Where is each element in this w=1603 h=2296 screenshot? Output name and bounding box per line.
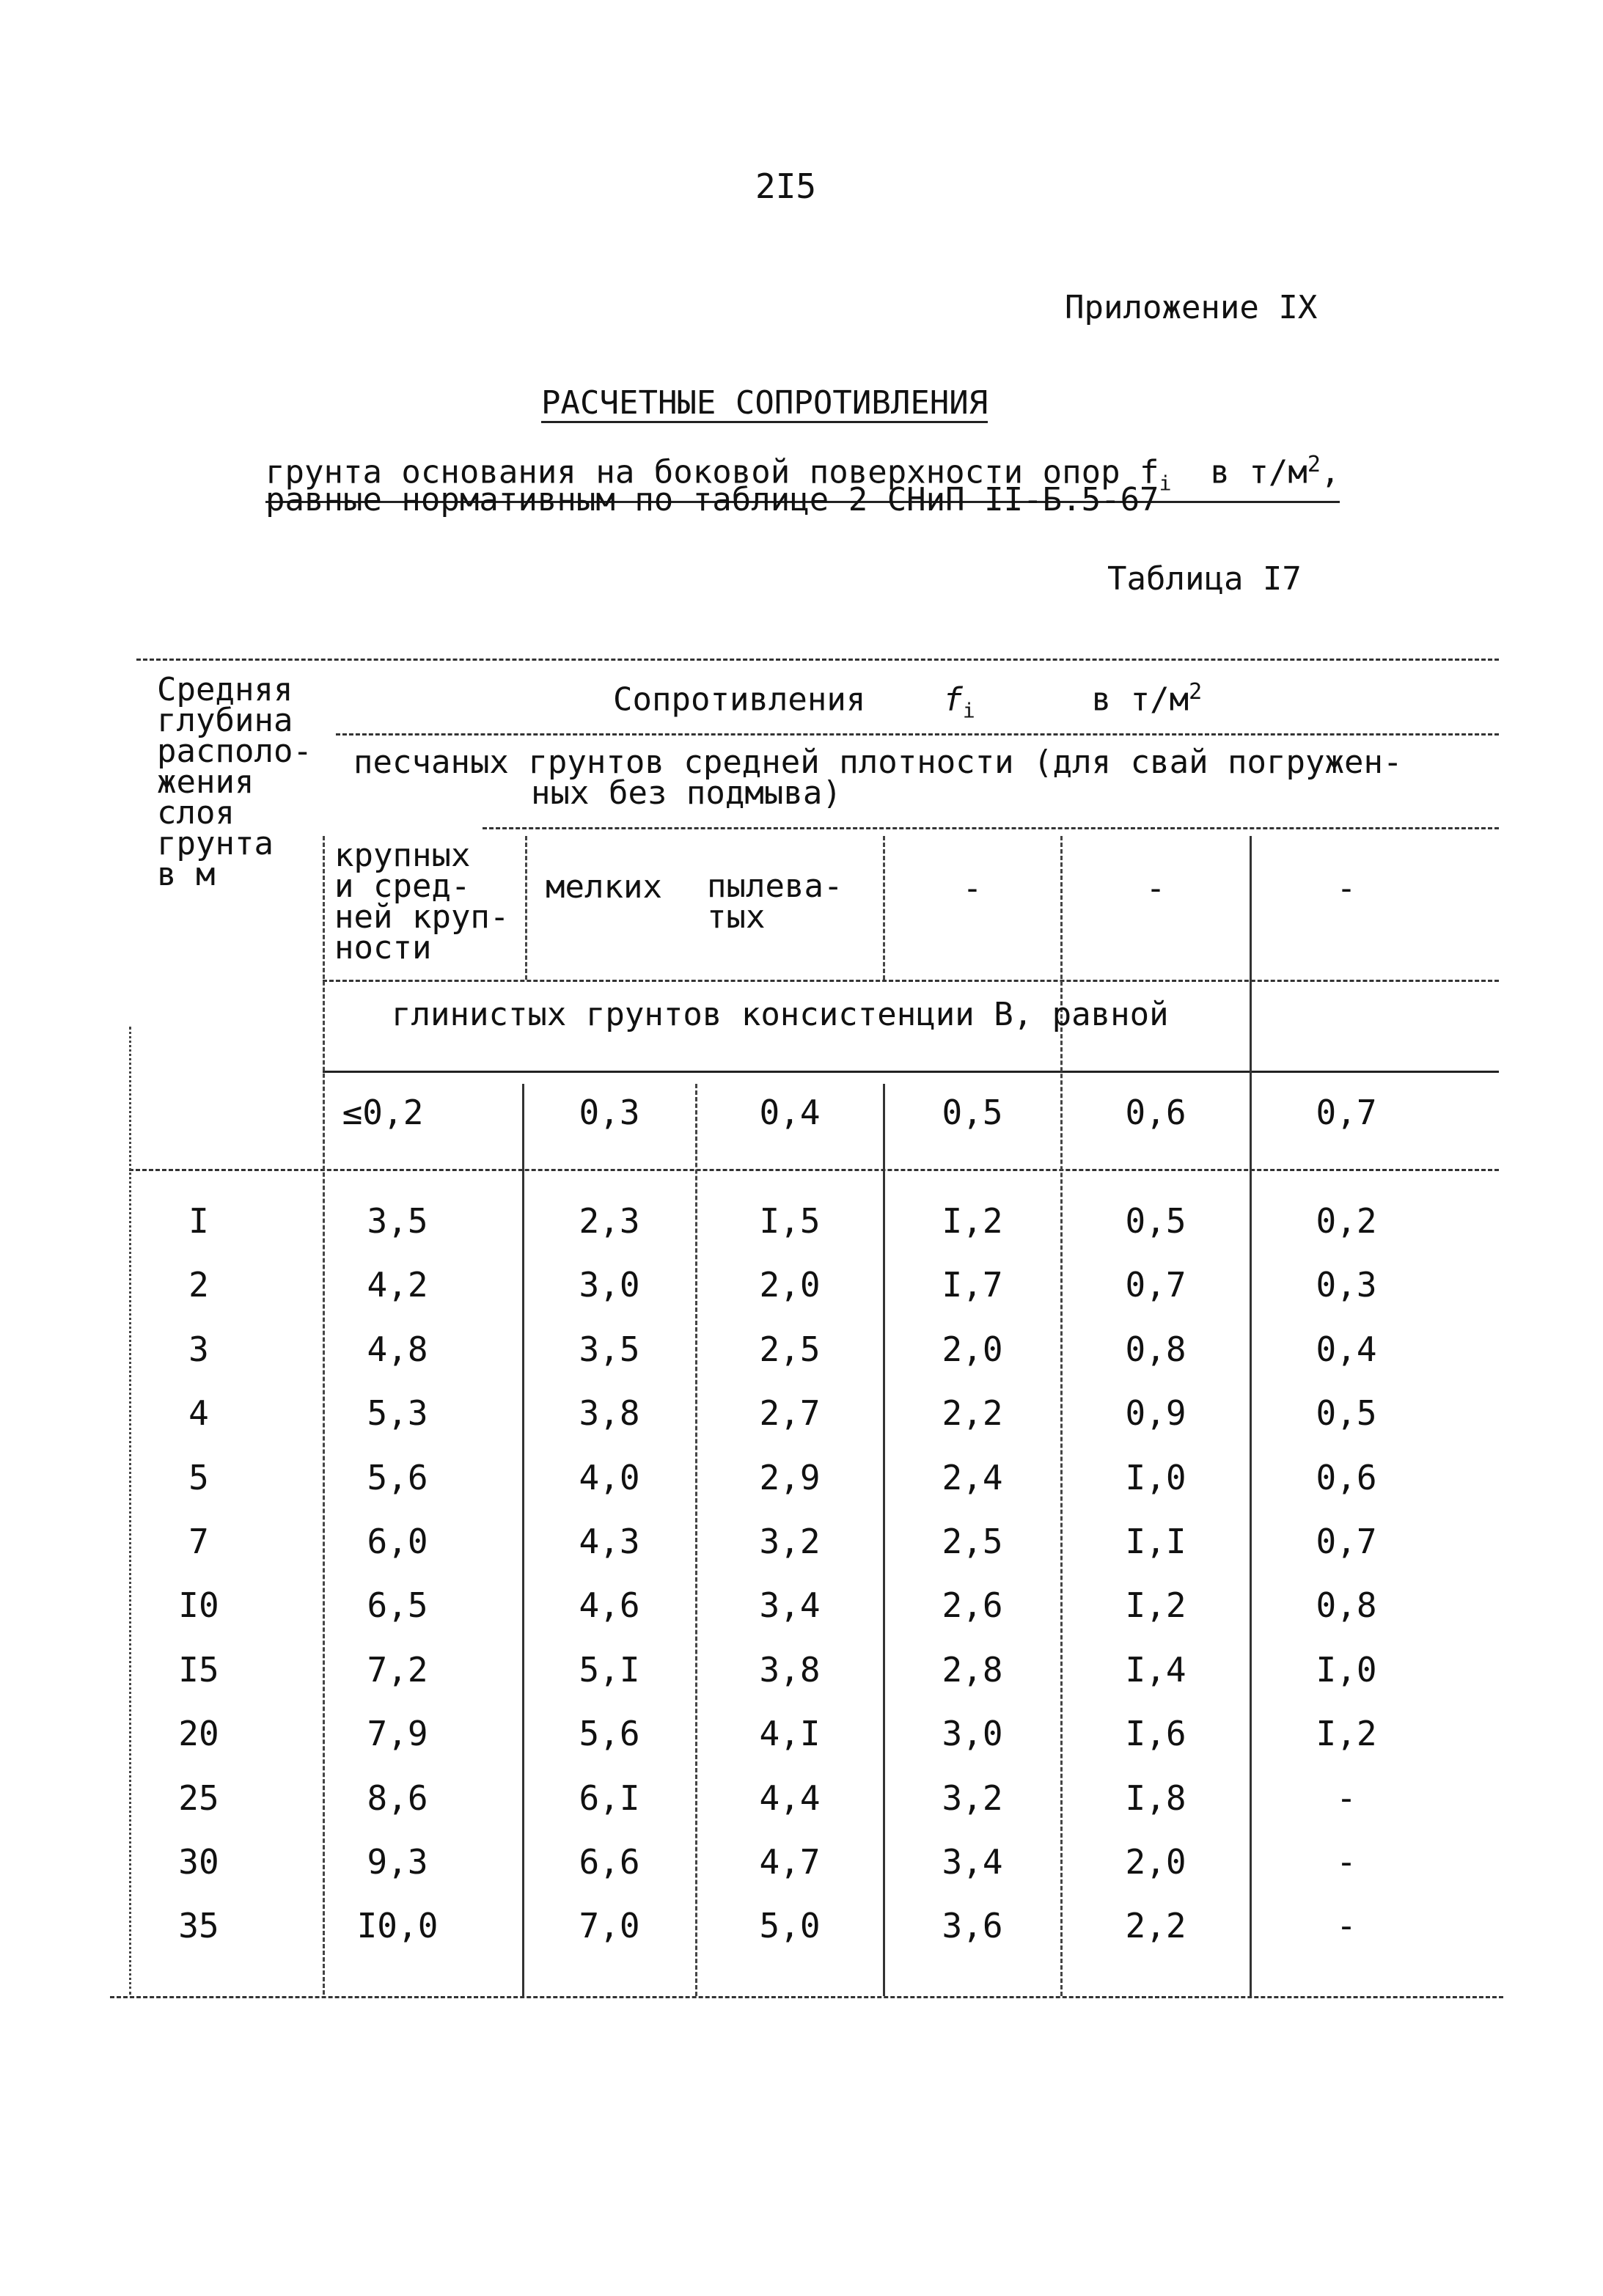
value-cell: I,0 xyxy=(1125,1458,1186,1497)
value-cell: 9,3 xyxy=(367,1842,428,1882)
document-title: РАСЧЕТНЫЕ СОПРОТИВЛЕНИЯ xyxy=(541,384,988,422)
sand-coarse-header xyxy=(334,837,510,967)
sand-dusty-line: пылева- xyxy=(707,868,843,905)
value-cell: 3,2 xyxy=(942,1778,1003,1818)
col-divider-left xyxy=(129,1027,131,1995)
sandy-header-line-2: ных без подмыва) xyxy=(531,774,842,812)
appendix-label: Приложение IX xyxy=(1065,289,1318,326)
value-cell: 3,6 xyxy=(942,1906,1003,1945)
depth-header-line: грунта xyxy=(157,825,274,862)
consistency-value: 0,7 xyxy=(1316,1093,1377,1132)
value-cell: I,2 xyxy=(942,1201,1003,1241)
value-cell: - xyxy=(1336,1778,1357,1818)
value-cell: - xyxy=(1336,1842,1357,1882)
rule-under-sandy xyxy=(483,827,1499,829)
value-cell: 2,2 xyxy=(1125,1906,1186,1945)
value-cell: 4,6 xyxy=(579,1585,640,1625)
col-divider-3-top xyxy=(883,836,885,980)
value-cell: 4,0 xyxy=(579,1458,640,1497)
value-cell: 0,9 xyxy=(1125,1393,1186,1433)
value-cell: I,4 xyxy=(1125,1650,1186,1690)
value-cell: I,7 xyxy=(942,1265,1003,1305)
consistency-value: 0,5 xyxy=(942,1093,1003,1132)
depth-cell: 20 xyxy=(178,1714,219,1753)
depth-header-line: в м xyxy=(157,856,216,893)
sand-dash-3: - xyxy=(1336,870,1357,907)
depth-header xyxy=(157,671,326,893)
value-cell: 4,7 xyxy=(759,1842,821,1882)
resistance-label: Сопротивления xyxy=(613,681,866,719)
value-cell: I,0 xyxy=(1316,1650,1377,1690)
value-cell: 5,0 xyxy=(759,1906,821,1945)
value-cell: I,2 xyxy=(1125,1585,1186,1625)
value-cell: 2,2 xyxy=(942,1393,1003,1433)
rule-under-resistance xyxy=(336,733,1499,736)
sand-dusty-header xyxy=(707,868,843,936)
value-cell: 7,0 xyxy=(579,1906,640,1945)
value-cell: 2,0 xyxy=(1125,1842,1186,1882)
consistency-value: 0,6 xyxy=(1125,1093,1186,1132)
value-cell: 4,3 xyxy=(579,1522,640,1561)
resistance-symbol: f xyxy=(943,681,963,719)
value-cell: 5,6 xyxy=(367,1458,428,1497)
depth-header-line: Средняя xyxy=(157,671,293,708)
resistance-header xyxy=(613,676,1202,727)
value-cell: 6,I xyxy=(579,1778,640,1818)
page-number: 2I5 xyxy=(755,166,817,206)
value-cell: 6,0 xyxy=(367,1522,428,1561)
value-cell: 4,2 xyxy=(367,1265,428,1305)
value-cell: 3,8 xyxy=(579,1393,640,1433)
value-cell: 2,0 xyxy=(759,1265,821,1305)
depth-cell: I xyxy=(188,1201,209,1241)
value-cell: I0,0 xyxy=(356,1906,439,1945)
sandy-header-line-1: песчаных грунтов средней плотности (для свай погружен- xyxy=(353,744,1403,781)
value-cell: 0,8 xyxy=(1125,1329,1186,1369)
value-cell: 2,8 xyxy=(942,1650,1003,1690)
depth-header-line: располо- xyxy=(157,733,312,770)
value-cell: 3,4 xyxy=(759,1585,821,1625)
value-cell: 2,5 xyxy=(942,1522,1003,1561)
value-cell: 3,2 xyxy=(759,1522,821,1561)
value-cell: 2,5 xyxy=(759,1329,821,1369)
consistency-value: ≤0,2 xyxy=(342,1093,424,1132)
value-cell: 7,9 xyxy=(367,1714,428,1753)
value-cell: 3,8 xyxy=(759,1650,821,1690)
col-divider-2-top xyxy=(525,836,527,980)
value-cell: 6,6 xyxy=(579,1842,640,1882)
depth-cell: 4 xyxy=(188,1393,209,1433)
value-cell: I,5 xyxy=(759,1201,821,1241)
clay-header: глинистых грунтов консистенции B, равной xyxy=(392,996,1169,1033)
subtitle-units-sup: 2 xyxy=(1307,452,1321,477)
depth-cell: I0 xyxy=(178,1585,219,1625)
value-cell: 3,5 xyxy=(367,1201,428,1241)
table-label: Таблица I7 xyxy=(1107,560,1302,598)
subtitle-text: грунта основания на боковой поверхности опор f xyxy=(265,453,1159,491)
sand-coarse-line: ности xyxy=(334,929,432,967)
depth-cell: I5 xyxy=(178,1650,219,1690)
value-cell: 0,8 xyxy=(1316,1585,1377,1625)
resistance-units: в т/м xyxy=(1091,681,1189,719)
value-cell: 6,5 xyxy=(367,1585,428,1625)
sand-coarse-line: и сред- xyxy=(334,868,471,905)
depth-cell: 5 xyxy=(188,1458,209,1497)
sand-dusty-line: тых xyxy=(707,898,766,936)
value-cell: 5,3 xyxy=(367,1393,428,1433)
value-cell: 2,4 xyxy=(942,1458,1003,1497)
subtitle-line-2: равные нормативным по таблице 2 СНиП II-Б.5-67 xyxy=(265,481,1159,518)
value-cell: I,2 xyxy=(1316,1714,1377,1753)
depth-cell: 3 xyxy=(188,1329,209,1369)
table-bottom-rule xyxy=(110,1996,1503,1998)
value-cell: 2,7 xyxy=(759,1393,821,1433)
value-cell: 3,5 xyxy=(579,1329,640,1369)
value-cell: 2,3 xyxy=(579,1201,640,1241)
value-cell: 0,7 xyxy=(1125,1265,1186,1305)
value-cell: 0,5 xyxy=(1125,1201,1186,1241)
subtitle-units-end: , xyxy=(1320,453,1340,491)
value-cell: 5,6 xyxy=(579,1714,640,1753)
depth-cell: 25 xyxy=(178,1778,219,1818)
value-cell: 8,6 xyxy=(367,1778,428,1818)
value-cell: 3,4 xyxy=(942,1842,1003,1882)
value-cell: - xyxy=(1336,1906,1357,1945)
sand-dash-2: - xyxy=(1145,870,1166,907)
sand-fine-header: мелких xyxy=(546,868,662,906)
value-cell: 2,6 xyxy=(942,1585,1003,1625)
value-cell: I,8 xyxy=(1125,1778,1186,1818)
sand-coarse-line: крупных xyxy=(334,837,471,874)
value-cell: 7,2 xyxy=(367,1650,428,1690)
value-cell: 4,8 xyxy=(367,1329,428,1369)
value-cell: 0,3 xyxy=(1316,1265,1377,1305)
value-cell: 0,5 xyxy=(1316,1393,1377,1433)
value-cell: I,6 xyxy=(1125,1714,1186,1753)
value-cell: 2,9 xyxy=(759,1458,821,1497)
depth-cell: 7 xyxy=(188,1522,209,1561)
value-cell: 0,7 xyxy=(1316,1522,1377,1561)
value-cell: 3,0 xyxy=(942,1714,1003,1753)
sand-dash-1: - xyxy=(962,870,983,907)
depth-cell: 30 xyxy=(178,1842,219,1882)
value-cell: 0,2 xyxy=(1316,1201,1377,1241)
consistency-value: 0,3 xyxy=(579,1093,640,1132)
value-cell: 2,0 xyxy=(942,1329,1003,1369)
resistance-symbol-sub: i xyxy=(962,698,975,723)
value-cell: I,I xyxy=(1125,1522,1186,1561)
rule-under-consistency xyxy=(129,1169,1499,1171)
depth-header-line: слоя xyxy=(157,794,235,832)
value-cell: 0,6 xyxy=(1316,1458,1377,1497)
value-cell: 4,I xyxy=(759,1714,821,1753)
depth-header-line: жения xyxy=(157,763,254,801)
depth-header-line: глубина xyxy=(157,702,293,739)
subtitle-units: в т/м xyxy=(1210,453,1307,491)
sand-coarse-line: ней круп- xyxy=(334,898,510,936)
depth-cell: 2 xyxy=(188,1265,209,1305)
rule-under-clay xyxy=(323,1071,1499,1073)
value-cell: 3,0 xyxy=(579,1265,640,1305)
resistance-units-sup: 2 xyxy=(1189,679,1203,705)
value-cell: 4,4 xyxy=(759,1778,821,1818)
subtitle-symbol-sub: i xyxy=(1159,471,1172,496)
value-cell: 0,4 xyxy=(1316,1329,1377,1369)
value-cell: 5,I xyxy=(579,1650,640,1690)
depth-cell: 35 xyxy=(178,1906,219,1945)
table-top-rule xyxy=(136,659,1499,661)
consistency-value: 0,4 xyxy=(759,1093,821,1132)
rule-under-sand-types xyxy=(323,980,1499,982)
